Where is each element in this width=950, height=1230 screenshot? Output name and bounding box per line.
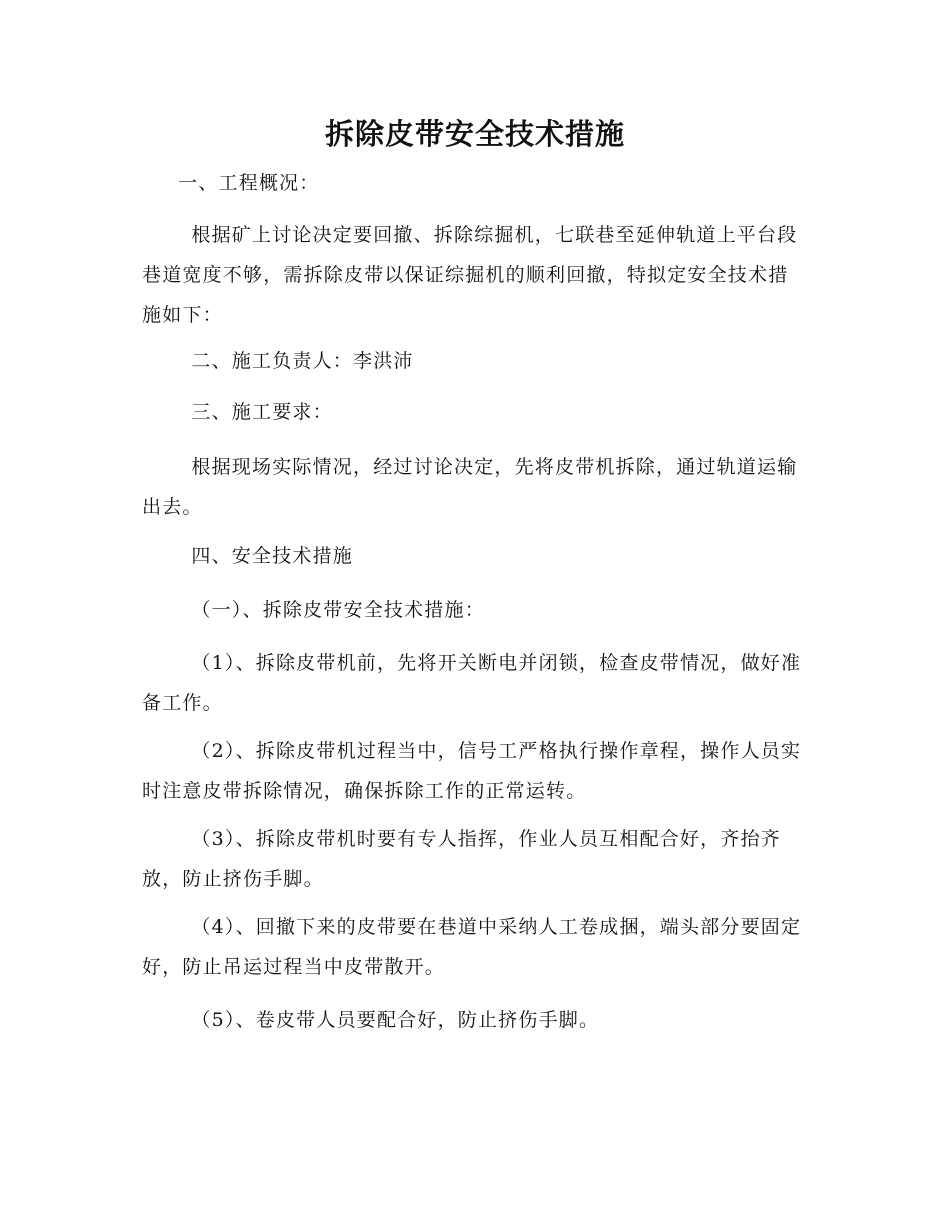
section-heading-safety-measures: 四、安全技术措施	[191, 545, 353, 567]
paragraph-overview-body: 根据矿上讨论决定要回撤、拆除综掘机，七联巷至延伸轨道上平台段巷道宽度不够，需拆除皮带以保证综掘机的顺利回撤，特拟定安全技术措施如下：	[142, 224, 798, 326]
subsection-heading-belt-removal: （一）、拆除皮带安全技术措施：	[191, 599, 485, 621]
measure-item-4: （4）、回撤下来的皮带要在巷道中采纳人工卷成捆，端头部分要固定好，防止吊运过程当中皮带散开。	[142, 916, 802, 978]
section-heading-requirements: 三、施工要求：	[191, 401, 333, 423]
section-heading-supervisor: 二、施工负责人：李洪沛	[191, 350, 414, 372]
document-title: 拆除皮带安全技术措施	[324, 117, 625, 151]
measure-item-1: （1）、拆除皮带机前，先将开关断电并闭锁，检查皮带情况，做好准备工作。	[142, 652, 802, 714]
section-heading-overview: 一、工程概况：	[178, 172, 320, 194]
measure-item-2: （2）、拆除皮带机过程当中，信号工严格执行操作章程，操作人员实时注意皮带拆除情况，确保拆除工作的正常运转。	[142, 740, 802, 802]
measure-item-5: （5）、卷皮带人员要配合好，防止挤伤手脚。	[191, 1009, 600, 1031]
measure-item-3: （3）、拆除皮带机时要有专人指挥，作业人员互相配合好，齐抬齐放，防止挤伤手脚。	[142, 828, 781, 890]
paragraph-requirements-body: 根据现场实际情况，经过讨论决定，先将皮带机拆除，通过轨道运输出去。	[142, 456, 798, 518]
